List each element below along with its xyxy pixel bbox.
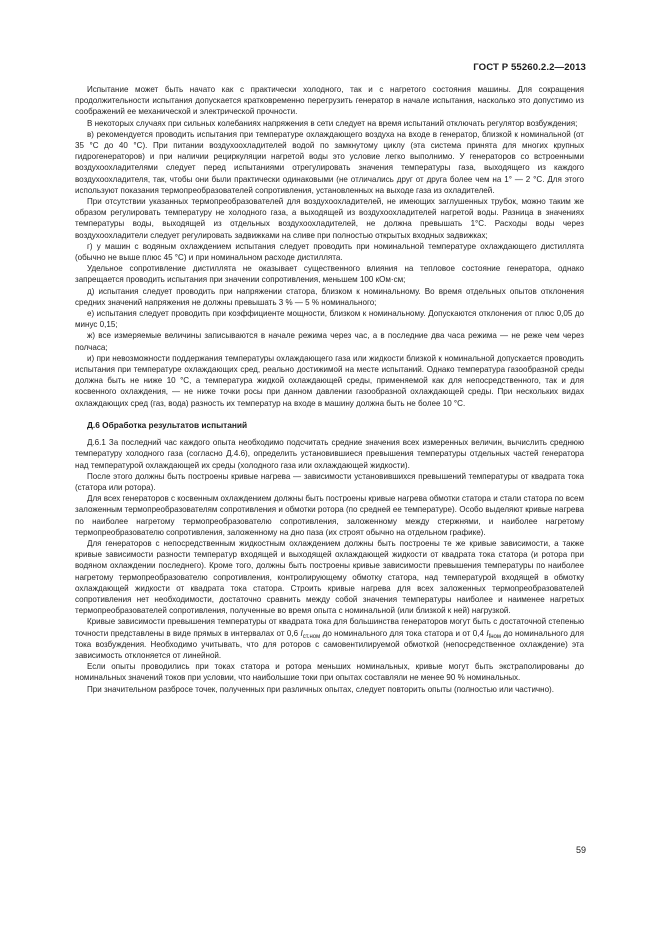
paragraph-formula: Кривые зависимости превышения температуры от квадрата тока для большинства генераторов могут быть с достаточной степенью точности представлены в виде прямых в интервалах от 0,6 $I_{ст.ном}$ до номинального для тока статора и от 0,4 $I_{fном}$ до номинального для тока возбуждения. Необходимо учитывать, что для роторов с самовентилируемой обмоткой (непосредственное охлаждение) эта зависимость отклоняется от линейной. <box>75 617 584 660</box>
paragraph: Удельное сопротивление дистиллята не оказывает существенного влияния на тепловое состояние генератора, однако запрещается проводить испытания при значении сопротивления, меньшем 100 кОм·см; <box>75 264 584 285</box>
paragraph: Испытание может быть начато как с практически холодного, так и с нагретого состояния машины. Для сокращения продолжительности испытания допускается кратковременно перегрузить генератор в начале испытания, насколько это допустимо из соображений ее механической и электрической прочности. <box>75 85 584 117</box>
body-text <box>75 84 584 695</box>
paragraph: После этого должны быть построены кривые нагрева — зависимости установившихся превышений температуры от квадрата тока (статора или ротора). <box>75 471 584 492</box>
paragraph: При отсутствии указанных термопреобразователей для воздухоохладителей, не имеющих заглушенных трубок, можно таким же образом регулировать температуру не холодного газа, а выходящей из воздухоохладителей нагретой воды. Разница в значениях температуры воды, выходящей из отдельных воздухоохладителей, не должна превышать 1°С. Расходы воды через воздухоохладители следует регулировать задвижками на сливе при полностью открытых входных задвижках; <box>75 197 584 240</box>
list-item-v: в) рекомендуется проводить испытания при температуре охлаждающего воздуха на входе в генератор, близкой к номинальной (от 35 °С до 40 °С). При питании воздухоохладителей водой по замкнутому циклу (эта система принята для многих крупных гидрогенераторов) и при наличии рециркуляции нагретой воды это условие легко выполнимо. У генераторов со встроенными воздухоохладителями следует перед испытаниями отрегулировать значения температуры газа, выходящего из каждого воздухоохладителя, так, чтобы они были практически одинаковыми (не отличались друг от друга более чем на 1° — 2 °С. Для этого используют показания термопреобразователей сопротивления, установленных на выходе газа из охладителей. <box>75 129 584 195</box>
standard-header: ГОСТ Р 55260.2.2—2013 <box>473 62 586 73</box>
paragraph: В некоторых случаях при сильных колебаниях напряжения в сети следует на время испытаний отключать регулятор возбуждения; <box>87 118 578 128</box>
paragraph: Д.6.1 За последний час каждого опыта необходимо подсчитать средние значения всех измеренных величин, вычислить среднюю температуру холодного газа (согласно Д.4.6), определить установившиеся превышения температуры отдельных частей генератора над температурой охлаждающей их среды (холодного газа или охлаждающей жидкости). <box>75 438 584 470</box>
section-heading: Д.6 Обработка результатов испытаний <box>87 419 248 430</box>
paragraph: Для генераторов с непосредственным жидкостным охлаждением должны быть построены те же кривые зависимости, а также кривые зависимости разности температур входящей и выходящей охлаждающей жидкости от квадрата тока статора (и ротора при водяном охлаждении последнего). Кроме того, должны быть построены кривые зависимости превышения температуры по наиболее нагретому термопреобразователю сопротивления, контролирующему обмотку статора, над температурой входящей в обмотку охлаждающей жидкости от квадрата тока статора. Строить кривые нагрева для всех заложенных термопреобразователей сопротивления нет необходимости, достаточно сравнить между собой значения температуры наиболее и наименее нагретых термопреобразователей сопротивления, полученные во время опыта с номинальной (или близкой к ней) нагрузкой. <box>75 538 584 616</box>
list-item-zh: ж) все измеряемые величины записываются в начале режима через час, а в последние два часа режима — не реже чем через полчаса; <box>75 331 584 352</box>
list-item-g: г) у машин с водяным охлаждением испытания следует проводить при номинальной температуре охлаждающего дистиллята (обычно не выше плюс 45 °С) и при номинальном расходе дистиллята. <box>75 241 584 263</box>
paragraph: При значительном разбросе точек, полученных при различных опытах, следует повторить опыты (полностью или частично). <box>87 684 554 694</box>
paragraph: Для всех генераторов с косвенным охлаждением должны быть построены кривые нагрева обмотки статора и стали статора по всем заложенным термопреобразователям сопротивления и обмотки ротора (по средней ее температуре). Особо выделяют кривые нагрева по наиболее нагретому термопреобразователю сопротивления, заложенному между стержнями, и наиболее нагретому термопреобразователю сопротивления, заложенному на дно паза (их строят обычно на отдельном графике). <box>75 494 584 537</box>
list-item-e: е) испытания следует проводить при коэффициенте мощности, близком к номинальному. Допускаются отклонения от плюс 0,05 до минус 0,15; <box>75 309 584 330</box>
list-item-d: д) испытания следует проводить при напряжении статора, близком к номинальному. Во время отдельных опытов отклонения средних значений напряжения не должны превышать 3 % — 5 % номинального; <box>75 286 584 307</box>
page-number: 59 <box>575 845 586 855</box>
paragraph: Если опыты проводились при токах статора и ротора меньших номинальных, кривые могут быть экстраполированы до номинальных значений токов при условии, что наибольшие токи при опытах составляли не менее 90 % номинальных. <box>75 662 584 683</box>
list-item-i: и) при невозможности поддержания температуры охлаждающего газа или жидкости близкой к номинальной допускается проводить испытания при температуре охлаждающих сред, реально достижимой на месте испытаний. Однако температура газообразной среды должна быть не ниже 10 °С, а температура жидкой охлаждающей среды, применяемой как для непосредственного, так и для косвенного охлаждения, — не ниже точки росы при данном давлении газообразной охлаждающей среды. При нескольких видах охлаждающих сред (газ, вода) разность их температур на входе в машину должна быть не более 10 °С. <box>75 353 584 408</box>
